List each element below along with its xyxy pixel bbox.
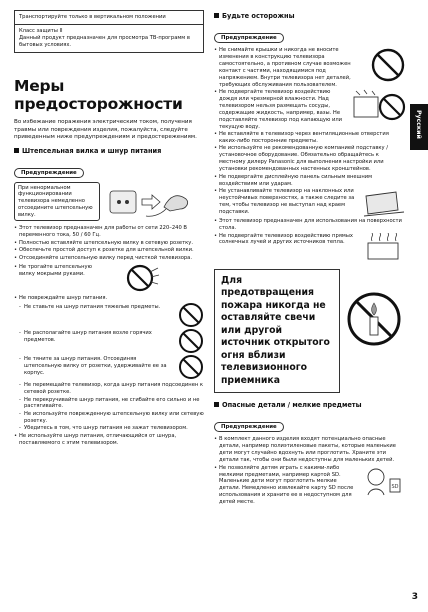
care-bullet-list xyxy=(214,131,406,187)
no-open-flame-icon xyxy=(344,289,404,349)
list-item: • Не используйте шнур питания, отличающийся от шнура, поставляемого с этим телевизором. xyxy=(14,433,204,447)
warning-label: Предупреждение xyxy=(214,33,284,43)
care-row-3 xyxy=(214,188,406,218)
cord-row-1 xyxy=(14,302,204,328)
list-item: - Не используйте поврежденную штепсельную вилку или сетевую розетку. xyxy=(19,411,204,425)
fire-warning-text: Для предотвращения пожара никогда не оставляйте свечи или другой источник открытого огня вблизи телевизионного приемника xyxy=(221,274,330,386)
list-item: - Убедитесь в том, что шнур питания не зажат телевизором. xyxy=(19,425,204,432)
no-wet-hands-icon xyxy=(126,264,160,292)
cord-heading: • Не повреждайте шнур питания. xyxy=(14,295,204,302)
list-item: • Не подвергайте дисплейную панель сильным внешним воздействиям или ударам. xyxy=(214,174,406,188)
cord-row-3 xyxy=(14,354,204,380)
care-row-5 xyxy=(214,233,406,263)
list-item: • Не вставляйте в телевизор через вентиляционные отверстия каких-либо посторонние предметы. xyxy=(214,131,406,145)
list-item: • Полностью вставляйте штепсельную вилку в сетевую розетку. xyxy=(14,240,204,247)
language-tab: Русский xyxy=(410,104,428,150)
usage-note: Данный продукт предназначен для просмотра ТВ-программ в бытовых условиях. xyxy=(19,35,190,49)
no-disassembly-icon xyxy=(370,47,406,83)
list-item: • В комплект данного изделия входят потенциально опасные детали, например полиэтиленовые пакеты, которые маленькие дети могут случайно вдохнуть или проглотить. Храните эти детали так, чтобы они были недоступны для маленьких детей. xyxy=(214,436,406,464)
tilted-tv-icon xyxy=(362,188,406,218)
left-column xyxy=(14,10,204,447)
fire-warning-box xyxy=(214,269,340,394)
list-item: - Не располагайте шнур питания возле горячих предметов. xyxy=(19,330,174,344)
list-item: - Не ставьте на шнур питания тяжелые предметы. xyxy=(19,304,174,311)
list-item: - Не тяните за шнур питания. Отсоединяя штепсельную вилку от розетки, удерживайте ее за корпус. xyxy=(19,356,174,377)
right-column xyxy=(214,10,406,507)
wet-hands-row xyxy=(14,264,204,292)
list-item: • Не подвергайте телевизор воздействию прямых солнечных лучей и других источников тепла. xyxy=(214,233,358,247)
no-heat-icon xyxy=(178,328,204,354)
cord-row-2 xyxy=(14,328,204,354)
care-row-2 xyxy=(214,89,406,131)
warning-label: Предупреждение xyxy=(214,422,284,432)
svg-text:SD: SD xyxy=(391,483,399,490)
list-item: • Этот телевизор предназначен для работы от сети 220–240 В переменного тока, 50 / 60 Гц. xyxy=(14,225,204,239)
no-water-icon xyxy=(352,89,406,125)
protection-class: Класс защиты II xyxy=(19,28,63,35)
transport-note: Транспортируйте только в вертикальном положении xyxy=(19,14,166,20)
list-item: • Не устанавливайте телевизор на наклонных или неустойчивых поверхностях, а также следите за тем, чтобы телевизор не выступал над краем подставки. xyxy=(214,188,358,216)
plug-bullet-list xyxy=(14,225,204,261)
square-bullet-icon xyxy=(14,148,19,153)
intro-text: Во избежание поражения электрическим током, получения травмы или повреждения изделия, пожалуйста, следуйте приведенным ниже предупреждениям и предостережениям. xyxy=(14,119,197,141)
fire-warning-row xyxy=(214,263,406,400)
section-parts-heading: Опасные детали / мелкие предметы xyxy=(214,401,406,409)
transport-info-box xyxy=(14,10,204,53)
page-title: Меры предосторожности xyxy=(14,77,183,114)
plug-warning-row xyxy=(14,182,204,222)
list-item: • Не позволяйте детям играть с какими-либо мелкими предметами, например картой SD. Маленькие дети могут проглотить мелкие детали. Немедленно извлекайте карту SD после использования и храните ее в недоступном для детей месте. xyxy=(214,465,358,506)
list-item: - Не перемещайте телевизор, когда шнур питания подсоединен к сетевой розетке. xyxy=(19,382,204,396)
parts-row-2 xyxy=(214,465,406,507)
list-item: • Не снимайте крышки и никогда не вносите изменения в конструкцию телевизора самостоятельно, а противном случае возможен контакт с частями, находящимися под напряжением. Внутри телевизора нет деталей, требующих обслуживания пользователем. xyxy=(214,47,366,88)
list-item: • Не используйте не рекомендованную компанией подставку / установочное оборудование. Обязательно обращайтесь к местному дилеру Panasonic для выполнения настройки или установки рекомендованных настенных кронштейнов. xyxy=(214,145,406,173)
list-item: • Этот телевизор предназначен для использования на поверхности стола. xyxy=(214,218,406,232)
no-heavy-objects-icon xyxy=(178,302,204,328)
square-bullet-icon xyxy=(214,13,219,18)
section-care-heading: Будьте осторожны xyxy=(214,12,406,20)
section-plug-heading: Штепсельная вилка и шнур питания xyxy=(14,147,204,155)
list-item: - Не перекручивайте шнур питания, не сгибайте его сильно и не растягивайте. xyxy=(19,397,204,411)
page-number: 3 xyxy=(411,592,418,602)
list-item: • Отсоединяйте штепсельную вилку перед чисткой телевизора. xyxy=(14,255,204,262)
heat-source-icon xyxy=(362,233,406,263)
list-item: • Не трогайте штепсельную вилку мокрыми руками. xyxy=(14,264,102,278)
unplug-illustration-icon xyxy=(106,185,194,219)
warning-label: Предупреждение xyxy=(14,168,84,178)
child-sd-card-icon xyxy=(362,465,406,497)
plug-warning-box: При ненормальном функционировании телевизора немедленно отсоедините штепсельную вилку. xyxy=(14,182,100,222)
list-item: • Не подвергайте телевизор воздействию дождя или чрезмерной влажности. Над телевизором нельзя размещать сосуды, содержащие жидкость, например, вазы. Не подставляйте телевизор под капающую или текущую воду. xyxy=(214,89,348,130)
no-pull-cord-icon xyxy=(178,354,204,380)
list-item: • Обеспечьте простой доступ к розетке для штепсельной вилки. xyxy=(14,247,204,254)
square-bullet-icon xyxy=(214,402,219,407)
care-row-1 xyxy=(214,47,406,89)
